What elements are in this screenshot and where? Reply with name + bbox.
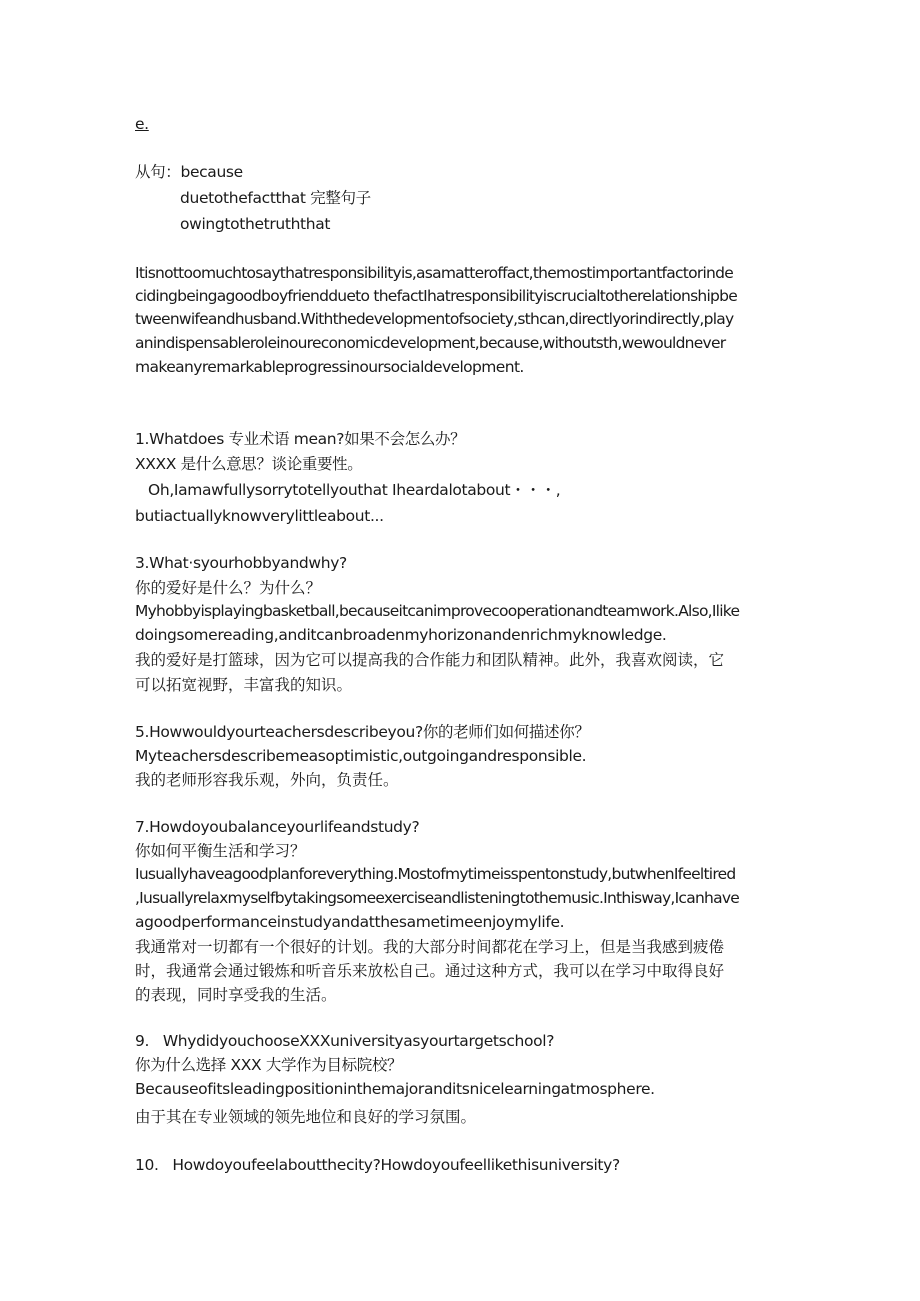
q9-answer: Becauseofitsleadingpositioninthemajoranditsnicelearningatmosphere.: [135, 1080, 655, 1098]
q1-answer-2: butiactuallyknowverylittleabout...: [135, 507, 384, 525]
q3-zh-answer-1: 我的爱好是打篮球，因为它可以提高我的合作能力和团队精神。此外，我喜欢阅读，它: [135, 651, 725, 669]
q5-zh-answer: 我的老师形容我乐观，外向，负责任。: [135, 771, 399, 789]
q7-answer-2: ,Iusuallyrelaxmyselfbytakingsomeexerciseandlisteningtothemusic.Inthisway,Icanhave: [135, 889, 740, 907]
top-letter: e.: [135, 115, 149, 133]
paragraph-line: tweenwifeandhusband.Withthedevelopmentofsociety,sthcan,directlyorindirectly,play: [135, 310, 734, 328]
q7-zh-answer-1: 我通常对一切都有一个很好的计划。我的大部分时间都花在学习上，但是当我感到疲倦: [135, 938, 725, 956]
q1-answer-1: Oh,Iamawfullysorrytotellyouthat Iheardalotabout・・・,: [148, 481, 561, 499]
paragraph-line: cidingbeingagoodboyfrienddueto thefactIhatresponsibilityiscrucialtotherelationshipbe: [135, 287, 737, 305]
q9-zh: 你为什么选择 XXX 大学作为目标院校？: [135, 1056, 403, 1074]
q10-question: 10. Howdoyoufeelaboutthecity?Howdoyoufeellikethisuniversity?: [135, 1156, 620, 1174]
q1-zh: XXXX 是什么意思？谈论重要性。: [135, 455, 363, 473]
q3-answer-2: doingsomereading,anditcanbroadenmyhorizonandenrichmyknowledge.: [135, 626, 667, 644]
clause-label: 从句：because: [135, 163, 243, 181]
q7-zh-answer-2: 时，我通常会通过锻炼和听音乐来放松自己。通过这种方式，我可以在学习中取得良好: [135, 962, 725, 980]
paragraph-line: makeanyremarkableprogressinoursocialdevelopment.: [135, 358, 524, 376]
q1-question: 1.Whatdoes 专业术语 mean?如果不会怎么办？: [135, 430, 466, 448]
q9-zh-answer: 由于其在专业领域的领先地位和良好的学习氛围。: [135, 1108, 477, 1126]
q7-question: 7.Howdoyoubalanceyourlifeandstudy?: [135, 818, 420, 836]
q7-answer-1: Iusuallyhaveagoodplanforeverything.Mostofmytimeisspentonstudy,butwhenIfeeltired: [135, 865, 736, 883]
q9-question: 9. WhydidyouchooseXXXuniversityasyourtargetschool?: [135, 1032, 555, 1050]
q7-zh: 你如何平衡生活和学习？: [135, 842, 306, 860]
q7-zh-answer-3: 的表现，同时享受我的生活。: [135, 986, 337, 1004]
q3-zh-answer-2: 可以拓宽视野，丰富我的知识。: [135, 676, 353, 694]
q5-question: 5.Howwouldyourteachersdescribeyou?你的老师们如何描述你？: [135, 723, 590, 741]
q3-answer-1: Myhobbyisplayingbasketball,becauseitcanimprovecooperationandteamwork.Also,Ilike: [135, 602, 740, 620]
q7-answer-3: agoodperformanceinstudyandatthesametimeenjoymylife.: [135, 913, 565, 931]
clause-line-3: owingtothetruththat: [180, 215, 331, 233]
q5-answer: Myteachersdescribemeasoptimistic,outgoingandresponsible.: [135, 747, 587, 765]
clause-line-2: duetothefactthat 完整句子: [180, 189, 371, 207]
paragraph-line: anindispensableroleinoureconomicdevelopment,because,withoutsth,wewouldnever: [135, 334, 726, 352]
q3-zh: 你的爱好是什么？为什么？: [135, 579, 322, 597]
q3-question: 3.What·syourhobbyandwhy?: [135, 554, 347, 572]
paragraph-line: Itisnottoomuchtosaythatresponsibilityis,asamatteroffact,themostimportantfactorinde: [135, 264, 733, 282]
